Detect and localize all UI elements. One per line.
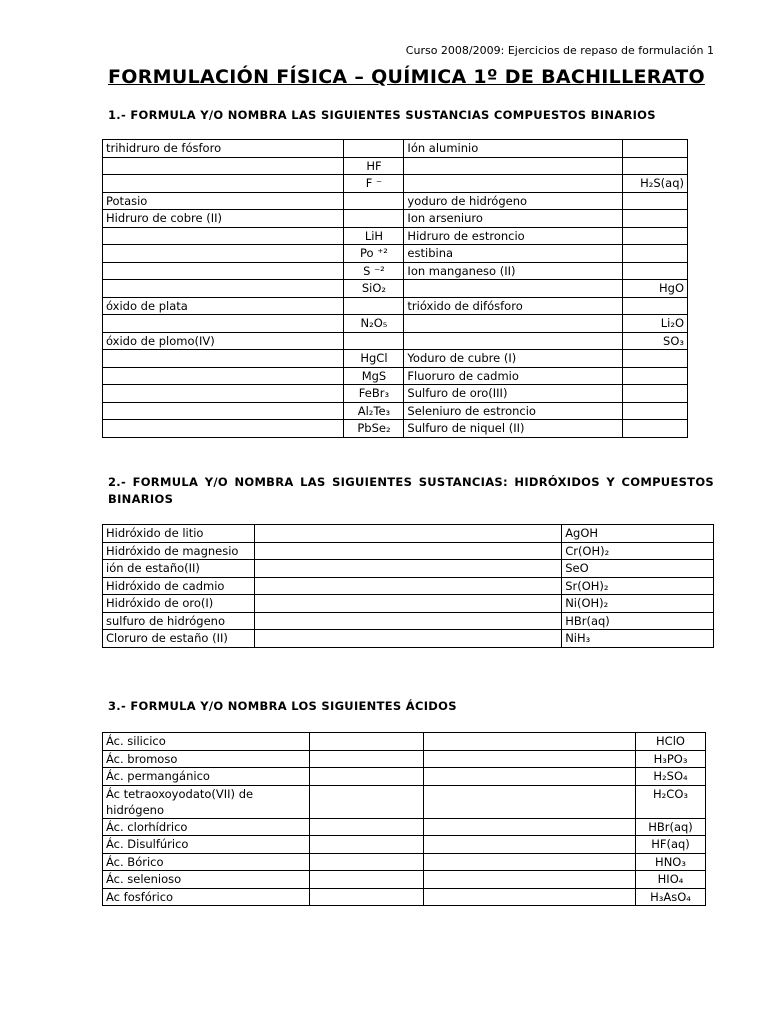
table-cell: Hidróxido de cadmio [103, 577, 255, 595]
table-row [103, 750, 706, 768]
table-cell: AgOH [562, 525, 714, 543]
table-cell: HBr(aq) [562, 612, 714, 630]
table-cell [423, 750, 636, 768]
table-cell [103, 280, 344, 298]
table-cell [309, 888, 423, 906]
table-cell [309, 871, 423, 889]
table-cell [103, 402, 344, 420]
table-row [103, 612, 714, 630]
table-cell [103, 420, 344, 438]
table-cell: trihidruro de fósforo [103, 140, 344, 158]
table-cell [103, 367, 344, 385]
table-row [103, 245, 688, 263]
table-row [103, 402, 688, 420]
table-cell [623, 402, 688, 420]
table-row [103, 332, 688, 350]
table-cell: Ni(OH)₂ [562, 595, 714, 613]
table-cell: Cloruro de estaño (II) [103, 630, 255, 648]
table-cell [423, 818, 636, 836]
table-cell: HIO₄ [636, 871, 706, 889]
course-header: Curso 2008/2009: Ejercicios de repaso de formulación 1 [405, 44, 714, 57]
section-3-heading: 3.- FORMULA Y/O NOMBRA LOS SIGUIENTES ÁCIDOS [108, 699, 457, 713]
table-cell: H₃PO₃ [636, 750, 706, 768]
table-cell [623, 420, 688, 438]
table-cell: HNO₃ [636, 853, 706, 871]
table-cell: Fluoruro de cadmio [404, 367, 623, 385]
table-cell: Hidruro de estroncio [404, 227, 623, 245]
table-row [103, 227, 688, 245]
acids-table [102, 732, 706, 906]
table-cell: LiH [344, 227, 404, 245]
table-cell: Sulfuro de oro(III) [404, 385, 623, 403]
table-row [103, 888, 706, 906]
table-cell [254, 612, 561, 630]
table-row [103, 733, 706, 751]
table-cell [623, 245, 688, 263]
table-row [103, 367, 688, 385]
table-cell [254, 560, 561, 578]
table-cell [404, 175, 623, 193]
table-cell: Al₂Te₃ [344, 402, 404, 420]
table-cell [623, 297, 688, 315]
table-cell [344, 332, 404, 350]
table-cell: Cr(OH)₂ [562, 542, 714, 560]
table-cell: PbSe₂ [344, 420, 404, 438]
table-row [103, 192, 688, 210]
table-cell: HClO [636, 733, 706, 751]
table-cell: Ác. permangánico [103, 768, 310, 786]
table-cell: Ác. Bórico [103, 853, 310, 871]
table-cell [103, 157, 344, 175]
table-cell [254, 542, 561, 560]
table-cell: Hidróxido de oro(I) [103, 595, 255, 613]
table-cell [103, 315, 344, 333]
table-cell [423, 785, 636, 818]
table-cell: Ác. selenioso [103, 871, 310, 889]
table-cell: Ác. clorhídrico [103, 818, 310, 836]
table-cell: Hidróxido de magnesio [103, 542, 255, 560]
table-cell [623, 385, 688, 403]
table-row [103, 525, 714, 543]
table-cell [423, 853, 636, 871]
table-row [103, 560, 714, 578]
table-cell [404, 315, 623, 333]
table-row [103, 871, 706, 889]
page-title: FORMULACIÓN FÍSICA – QUÍMICA 1º DE BACHILLERATO [108, 66, 705, 88]
table-cell [103, 245, 344, 263]
table-cell [103, 385, 344, 403]
table-row [103, 542, 714, 560]
table-row [103, 595, 714, 613]
table-cell [423, 836, 636, 854]
table-row [103, 836, 706, 854]
table-cell [254, 630, 561, 648]
binary-compounds-table [102, 139, 688, 438]
table-cell [623, 140, 688, 158]
table-body [103, 140, 688, 438]
table-cell [623, 367, 688, 385]
table-cell: HgCl [344, 350, 404, 368]
table-cell: Sulfuro de niquel (II) [404, 420, 623, 438]
table-row [103, 140, 688, 158]
table-cell [623, 227, 688, 245]
table-cell [404, 332, 623, 350]
section-2-heading: 2.- FORMULA Y/O NOMBRA LAS SIGUIENTES SUSTANCIAS: HIDRÓXIDOS Y COMPUESTOS BINARIOS [108, 475, 714, 506]
table-cell: Ác. silicico [103, 733, 310, 751]
table-row [103, 577, 714, 595]
table-row [103, 297, 688, 315]
table-cell: SeO [562, 560, 714, 578]
table-cell: H₂S(aq) [623, 175, 688, 193]
table-cell [309, 853, 423, 871]
table-cell [623, 210, 688, 228]
table-cell: óxido de plata [103, 297, 344, 315]
table-cell [309, 733, 423, 751]
table-cell [423, 768, 636, 786]
table-cell: H₂SO₄ [636, 768, 706, 786]
table-cell [309, 836, 423, 854]
table-cell [623, 192, 688, 210]
table-row [103, 315, 688, 333]
section-1-heading: 1.- FORMULA Y/O NOMBRA LAS SIGUIENTES SUSTANCIAS COMPUESTOS BINARIOS [108, 108, 656, 122]
table-row [103, 262, 688, 280]
table-cell: estibina [404, 245, 623, 263]
table-cell [404, 280, 623, 298]
table-cell [623, 350, 688, 368]
table-cell: H₃AsO₄ [636, 888, 706, 906]
table-cell: Hidróxido de litio [103, 525, 255, 543]
table-row [103, 420, 688, 438]
table-cell [254, 595, 561, 613]
table-cell [309, 818, 423, 836]
table-cell: Hidruro de cobre (II) [103, 210, 344, 228]
table-cell [254, 525, 561, 543]
table-cell: NiH₃ [562, 630, 714, 648]
table-cell: HF(aq) [636, 836, 706, 854]
table-cell [623, 157, 688, 175]
table-cell: sulfuro de hidrógeno [103, 612, 255, 630]
table-cell: Li₂O [623, 315, 688, 333]
table-body [103, 733, 706, 906]
table-cell: SiO₂ [344, 280, 404, 298]
table-cell [344, 192, 404, 210]
table-cell: Ác. Disulfúrico [103, 836, 310, 854]
table-cell [309, 785, 423, 818]
table-cell: Ion manganeso (II) [404, 262, 623, 280]
table-cell: Ác. bromoso [103, 750, 310, 768]
table-row [103, 350, 688, 368]
table-cell: Ac fosfórico [103, 888, 310, 906]
table-cell [103, 350, 344, 368]
table-cell: S ⁻² [344, 262, 404, 280]
table-cell: Seleniuro de estroncio [404, 402, 623, 420]
table-row [103, 175, 688, 193]
table-cell: Yoduro de cubre (I) [404, 350, 623, 368]
table-cell [309, 768, 423, 786]
table-row [103, 157, 688, 175]
table-row [103, 280, 688, 298]
table-cell: HBr(aq) [636, 818, 706, 836]
table-cell: Potasio [103, 192, 344, 210]
table-cell: óxido de plomo(IV) [103, 332, 344, 350]
table-cell [404, 157, 623, 175]
hydroxides-table [102, 524, 714, 648]
table-body [103, 525, 714, 648]
table-cell: HgO [623, 280, 688, 298]
table-row [103, 853, 706, 871]
table-row [103, 630, 714, 648]
table-cell: yoduro de hidrógeno [404, 192, 623, 210]
table-cell: FeBr₃ [344, 385, 404, 403]
table-row [103, 385, 688, 403]
table-cell [103, 175, 344, 193]
table-cell: H₂CO₃ [636, 785, 706, 818]
table-cell: HF [344, 157, 404, 175]
table-cell: trióxido de difósforo [404, 297, 623, 315]
table-row [103, 210, 688, 228]
table-cell: MgS [344, 367, 404, 385]
table-cell [423, 733, 636, 751]
table-cell [623, 262, 688, 280]
table-row [103, 818, 706, 836]
table-cell: Po ⁺² [344, 245, 404, 263]
table-row [103, 768, 706, 786]
table-cell [423, 871, 636, 889]
table-cell: N₂O₅ [344, 315, 404, 333]
table-cell [344, 140, 404, 158]
table-cell: F ⁻ [344, 175, 404, 193]
table-cell: Ión aluminio [404, 140, 623, 158]
table-row [103, 785, 706, 818]
table-cell [103, 262, 344, 280]
table-cell [344, 210, 404, 228]
table-cell: ión de estaño(II) [103, 560, 255, 578]
table-cell [254, 577, 561, 595]
table-cell: Sr(OH)₂ [562, 577, 714, 595]
table-cell [423, 888, 636, 906]
table-cell [344, 297, 404, 315]
table-cell [103, 227, 344, 245]
table-cell: Ion arseniuro [404, 210, 623, 228]
table-cell: SO₃ [623, 332, 688, 350]
table-cell: Ác tetraoxoyodato(VII) de hidrógeno [103, 785, 310, 818]
table-cell [309, 750, 423, 768]
